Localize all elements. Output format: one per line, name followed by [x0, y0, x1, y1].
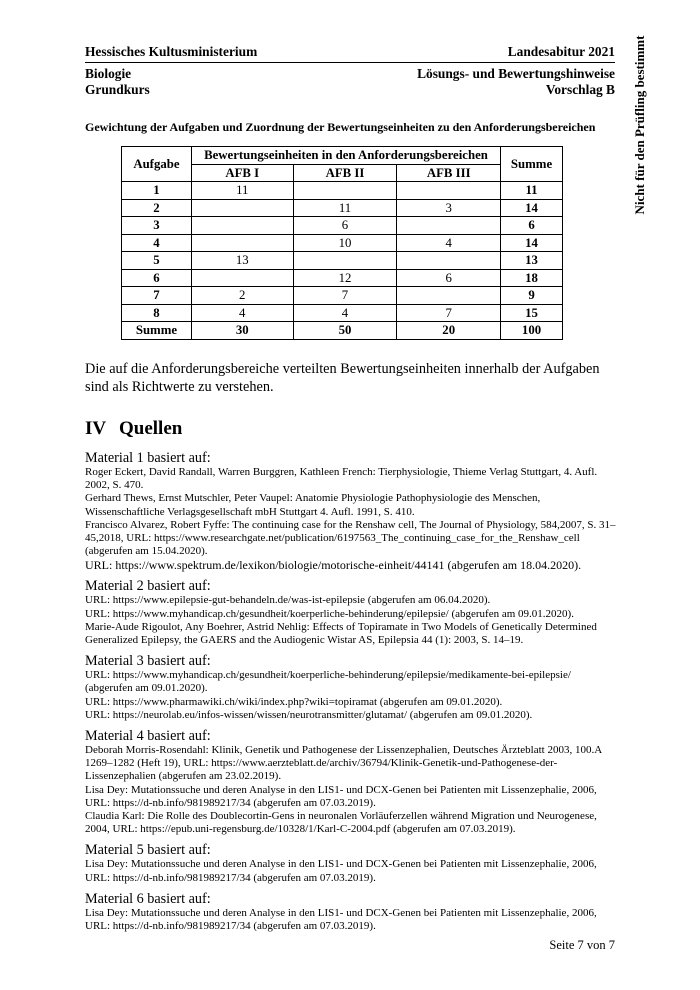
- source-entry: Roger Eckert, David Randall, Warren Burggren, Kathleen French: Tierphysiologie, Thieme Verlag Stuttgart, 4. Aufl. 2002, S. 470.: [85, 466, 598, 492]
- total-label: Summe: [122, 322, 192, 340]
- total-afb3: 20: [397, 322, 501, 340]
- weighting-rows: [122, 182, 563, 322]
- cell-afb3: 3: [397, 199, 501, 217]
- table-row: [122, 252, 563, 270]
- cell-sum: 11: [501, 182, 563, 200]
- col-header-task: Aufgabe: [122, 147, 192, 182]
- cell-sum: 15: [501, 304, 563, 322]
- source-entry: URL: https://www.myhandicap.ch/gesundheit/koerperliche-behinderung/epilepsie/medikamente-bei-epilepsie/ (abgerufen am 09.01.2020).: [85, 669, 571, 695]
- sources-list: [85, 450, 617, 939]
- material-source: [85, 450, 617, 572]
- source-entry: Gerhard Thews, Ernst Mutschler, Peter Vaupel: Anatomie Physiologie Pathophysiologie des Menschen, Wissenschaftliche Verlagsgesellschaft mbH Stuttgart 4. Aufl. 1991, S. 410.: [85, 492, 541, 518]
- section-number: IV: [85, 418, 107, 439]
- material-heading: Material 4 basiert auf:: [85, 728, 211, 745]
- cell-sum: 13: [501, 252, 563, 270]
- cell-sum: 14: [501, 234, 563, 252]
- source-url: URL: https://www.spektrum.de/lexikon/biologie/motorische-einheit/44141 (abgerufen am 18.04.2020).: [85, 558, 582, 573]
- cell-afb3: [397, 182, 501, 200]
- cell-task: 4: [122, 234, 192, 252]
- material-source: [85, 891, 617, 933]
- source-entry: Marie-Aude Rigoulot, Any Boehrer, Astrid Nehlig: Effects of Topiramate in Two Models of Genetically Determined Generalized Epilepsy, the GAERS and the Audiogenic Wistar AS, Epilepsia 44 (1): 2003, S. 14–19.: [85, 620, 597, 647]
- material-source: [85, 653, 617, 722]
- material-heading: Material 3 basiert auf:: [85, 653, 211, 670]
- source-entry: Claudia Karl: Die Rolle des Doublecortin-Gens in neuronalen Vorläuferzellen während Migration und Neurogenese, 2004, URL: https://epub.uni-regensburg.de/10328/1/Karl-C-2004.pdf (abgerufen am 07.03.2019).: [85, 810, 597, 836]
- material-heading: Material 1 basiert auf:: [85, 450, 211, 466]
- cell-afb1: [191, 217, 293, 235]
- cell-sum: 6: [501, 217, 563, 235]
- header-divider: [85, 62, 615, 63]
- material-source: [85, 842, 617, 884]
- table-row: [122, 217, 563, 235]
- source-entry: Deborah Morris-Rosendahl: Klinik, Genetik und Pathogenese der Lissenzephalien, Deutsches Ärzteblatt 2003, 100.A 1269–1282 (Heft 19), URL: https://www.aerzteblatt.de/archiv/36794/Klinik-Genetik-und-Pathogenese-der-Lissenzephalien (abgerufen am 23.02.2019).: [85, 744, 602, 783]
- material-source: [85, 728, 617, 836]
- cell-sum: 14: [501, 199, 563, 217]
- cell-afb2: 10: [293, 234, 397, 252]
- table-row: [122, 199, 563, 217]
- source-entry: URL: https://neurolab.eu/infos-wissen/wissen/neurotransmitter/glutamat/ (abgerufen am 09.01.2020).: [85, 708, 533, 721]
- cell-afb1: [191, 199, 293, 217]
- cell-afb1: 11: [191, 182, 293, 200]
- source-entry: Lisa Dey: Mutationssuche und deren Analyse in den LIS1- und DCX-Genen bei Patienten mit Lissenzephalie, 2006, URL: https://d-nb.info/981989217/34 (abgerufen am 07.03.2019).: [85, 906, 597, 933]
- cell-afb2: [293, 182, 397, 200]
- subject: Biologie: [85, 66, 132, 81]
- cell-task: 1: [122, 182, 192, 200]
- table-row: [122, 287, 563, 305]
- col-header-afb1: AFB I: [191, 164, 293, 182]
- ministry-name: Hessisches Kultusministerium: [85, 44, 258, 59]
- cell-afb1: 4: [191, 304, 293, 322]
- cell-afb2: [293, 252, 397, 270]
- cell-afb1: 13: [191, 252, 293, 270]
- source-entry: URL: https://www.pharmawiki.ch/wiki/index.php?wiki=topiramat (abgerufen am 09.01.2020).: [85, 695, 503, 708]
- col-header-afb2: AFB II: [293, 164, 397, 182]
- cell-afb3: 7: [397, 304, 501, 322]
- cell-afb1: [191, 269, 293, 287]
- cell-afb2: 11: [293, 199, 397, 217]
- material-heading: Material 2 basiert auf:: [85, 578, 211, 595]
- cell-task: 7: [122, 287, 192, 305]
- cell-task: 3: [122, 217, 192, 235]
- material-heading: Material 6 basiert auf:: [85, 890, 211, 907]
- page-number: Seite 7 von 7: [549, 938, 615, 952]
- total-afb2: 50: [293, 322, 397, 340]
- proposal: Vorschlag B: [545, 82, 615, 97]
- cell-task: 8: [122, 304, 192, 322]
- cell-afb2: 6: [293, 217, 397, 235]
- cell-afb3: 6: [397, 269, 501, 287]
- cell-afb2: 4: [293, 304, 397, 322]
- cell-afb3: 4: [397, 234, 501, 252]
- cell-afb3: [397, 217, 501, 235]
- cell-task: 2: [122, 199, 192, 217]
- total-sum: 100: [501, 322, 563, 340]
- cell-afb3: [397, 287, 501, 305]
- weighting-heading: Gewichtung der Aufgaben und Zuordnung der Bewertungseinheiten zu den Anforderungsbereichen: [85, 120, 596, 134]
- cell-afb1: [191, 234, 293, 252]
- col-header-group: Bewertungseinheiten in den Anforderungsbereichen: [191, 147, 500, 165]
- table-total-row: [122, 322, 563, 340]
- section-title: Quellen: [119, 418, 183, 439]
- source-entry: Lisa Dey: Mutationssuche und deren Analyse in den LIS1- und DCX-Genen bei Patienten mit Lissenzephalie, 2006, URL: https://d-nb.info/981989217/34 (abgerufen am 07.03.2019).: [85, 783, 597, 809]
- table-row: [122, 269, 563, 287]
- not-for-examinee-notice: Nicht für den Prüfling bestimmt: [632, 35, 647, 215]
- source-entry: Lisa Dey: Mutationssuche und deren Analyse in den LIS1- und DCX-Genen bei Patienten mit Lissenzephalie, 2006, URL: https://d-nb.info/981989217/34 (abgerufen am 07.03.2019).: [85, 858, 597, 884]
- table-row: [122, 182, 563, 200]
- sources-heading: [85, 418, 182, 440]
- course: Grundkurs: [85, 82, 150, 97]
- cell-afb2: 7: [293, 287, 397, 305]
- cell-task: 5: [122, 252, 192, 270]
- source-entry: URL: https://www.myhandicap.ch/gesundheit/koerperliche-behinderung/epilepsie/ (abgerufen am 09.01.2020).: [85, 607, 574, 620]
- cell-afb1: 2: [191, 287, 293, 305]
- source-entry: URL: https://www.epilepsie-gut-behandeln.de/was-ist-epilepsie (abgerufen am 06.04.2020).: [85, 594, 491, 607]
- material-source: [85, 578, 617, 647]
- total-afb1: 30: [191, 322, 293, 340]
- cell-sum: 9: [501, 287, 563, 305]
- source-entry: Francisco Alvarez, Robert Fyffe: The continuing case for the Renshaw cell, The Journal of Physiology, 584,2007, S. 31–45,2018, URL: https://www.researchgate.net/publication/6197563_The_continuing_case_for_the_Renshaw_cell (abgerufen am 15.04.2020).: [85, 518, 616, 558]
- cell-afb3: [397, 252, 501, 270]
- weighting-note: Die auf die Anforderungsbereiche verteilten Bewertungseinheiten innerhalb der Aufgaben sind als Richtwerte zu verstehen.: [85, 361, 600, 395]
- table-row: [122, 304, 563, 322]
- cell-sum: 18: [501, 269, 563, 287]
- exam-title: Landesabitur 2021: [507, 44, 615, 59]
- table-row: [122, 234, 563, 252]
- cell-afb2: 12: [293, 269, 397, 287]
- col-header-afb3: AFB III: [397, 164, 501, 182]
- cell-task: 6: [122, 269, 192, 287]
- weighting-table: [121, 146, 563, 340]
- document-type: Lösungs- und Bewertungshinweise: [417, 66, 615, 81]
- col-header-sum: Summe: [501, 147, 563, 182]
- material-heading: Material 5 basiert auf:: [85, 842, 211, 859]
